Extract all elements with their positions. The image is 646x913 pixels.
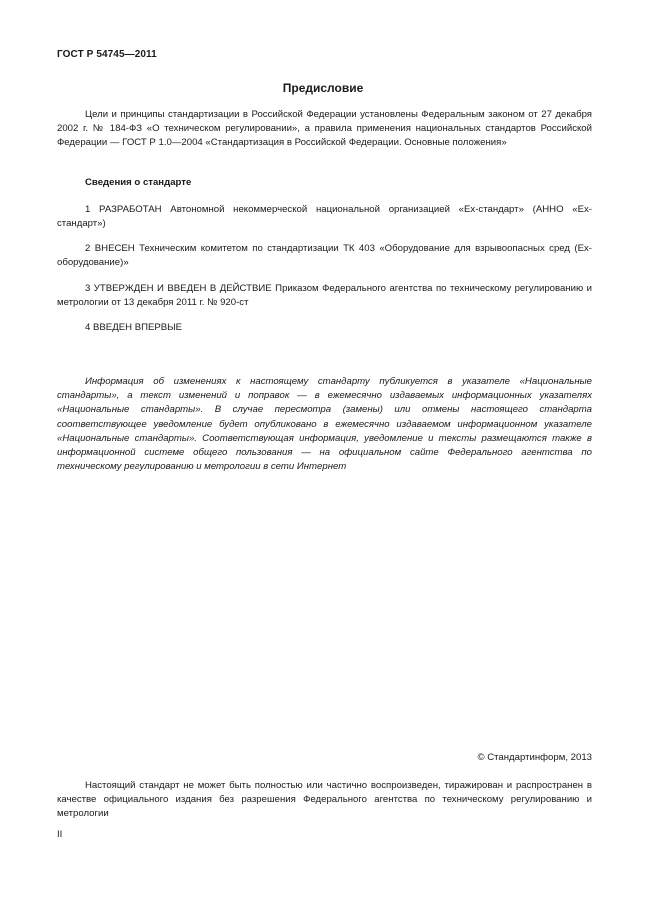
- page-number: II: [57, 829, 63, 840]
- document-code: ГОСТ Р 54745—2011: [57, 49, 157, 60]
- info-item-first-introduced: 4 ВВЕДЕН ВПЕРВЫЕ: [85, 322, 183, 333]
- intro-paragraph: Цели и принципы стандартизации в Российской Федерации установлены Федеральным законом от 27 декабря 2002 г. № 184-ФЗ «О техническом регулировании», а правила применения национальных стандартов Российской Федерации — ГОСТ Р 1.0—2004 «Стандартизация в Российской Федерации. Основные положения»: [57, 109, 592, 149]
- changes-info-paragraph: Информация об изменениях к настоящему стандарту публикуется в указателе «Национальные стандарты», а текст изменений и поправок — в ежемесячно издаваемых информационных указателях «Национальные стандарты». В случае пересмотра (замены) или отмены настоящего стандарта соответствующее уведомление будет опубликовано в ежемесячно издаваемом информационном указателе «Национальные стандарты». Соответствующая информация, уведомление и тексты размещаются также в информационной системе общего пользования — на официальном сайте Федерального агентства по техническому регулированию и метрологии в сети Интернет: [57, 376, 592, 473]
- page-title: Предисловие: [282, 81, 364, 95]
- standard-info-heading: Сведения о стандарте: [85, 177, 192, 188]
- copyright-notice: © Стандартинформ, 2013: [477, 752, 592, 763]
- info-item-approved: 3 УТВЕРЖДЕН И ВВЕДЕН В ДЕЙСТВИЕ Приказом Федерального агентства по техническому регулированию и метрологии от 13 декабря 2011 г. № 920-ст: [57, 283, 592, 309]
- info-item-submitted: 2 ВНЕСЕН Техническим комитетом по стандартизации ТК 403 «Оборудование для взрывоопасных сред (Ех-оборудование)»: [57, 243, 592, 269]
- reproduction-notice: Настоящий стандарт не может быть полностью или частично воспроизведен, тиражирован и распространен в качестве официального издания без разрешения Федерального агентства по техническому регулированию и метрологии: [57, 780, 592, 820]
- info-item-developed: 1 РАЗРАБОТАН Автономной некоммерческой национальной организацией «Ех-стандарт» (АННО «Ех-стандарт»): [57, 204, 592, 230]
